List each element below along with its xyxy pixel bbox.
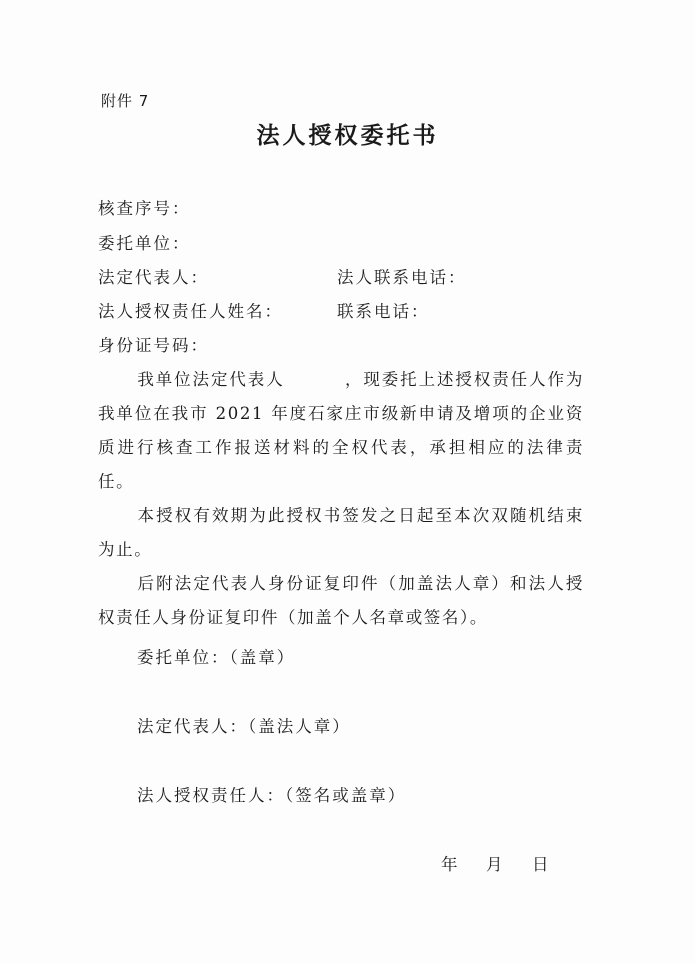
document-title: 法人授权委托书 [256,123,439,149]
id-number-label: 身份证号码： [98,336,209,355]
annex-label: 附件 7 [101,92,150,110]
attachment-paragraph [98,567,584,635]
contact-phone-label: 联系电话： [337,302,430,321]
validity-paragraph [98,499,584,567]
date-year: 年 [441,855,458,874]
signature-unit: 委托单位：（盖章） [137,648,296,667]
authorization-paragraph [98,363,584,499]
auth-person-name-label: 法人授权责任人姓名： [98,302,283,321]
paragraph-1-start: 我单位法定代表人 [137,370,285,389]
paragraph-2: 本授权有效期为此授权书签发之日起至本次双随机结束为止。 [98,506,584,559]
date-month: 月 [486,855,503,874]
date-day: 日 [532,855,549,874]
legal-phone-label: 法人联系电话： [337,268,467,287]
entrusting-unit-label: 委托单位： [98,234,191,253]
paragraph-1-rest: ，现委托上述授权责任人作为我单位在我市 2021 年度石家庄市级新申请及增项的企业资质进行核查工作报送材料的全权代表，承担相应的法律责任。 [98,370,584,491]
check-no-label: 核查序号： [98,199,191,218]
paragraph-3: 后附法定代表人身份证复印件（加盖法人章）和法人授权责任人身份证复印件（加盖个人名章或签名）。 [98,574,584,627]
legal-rep-label: 法定代表人： [98,268,209,287]
signature-legal-rep: 法定代表人：（盖法人章） [137,717,351,736]
signature-auth-person: 法人授权责任人：（签名或盖章） [137,786,407,805]
